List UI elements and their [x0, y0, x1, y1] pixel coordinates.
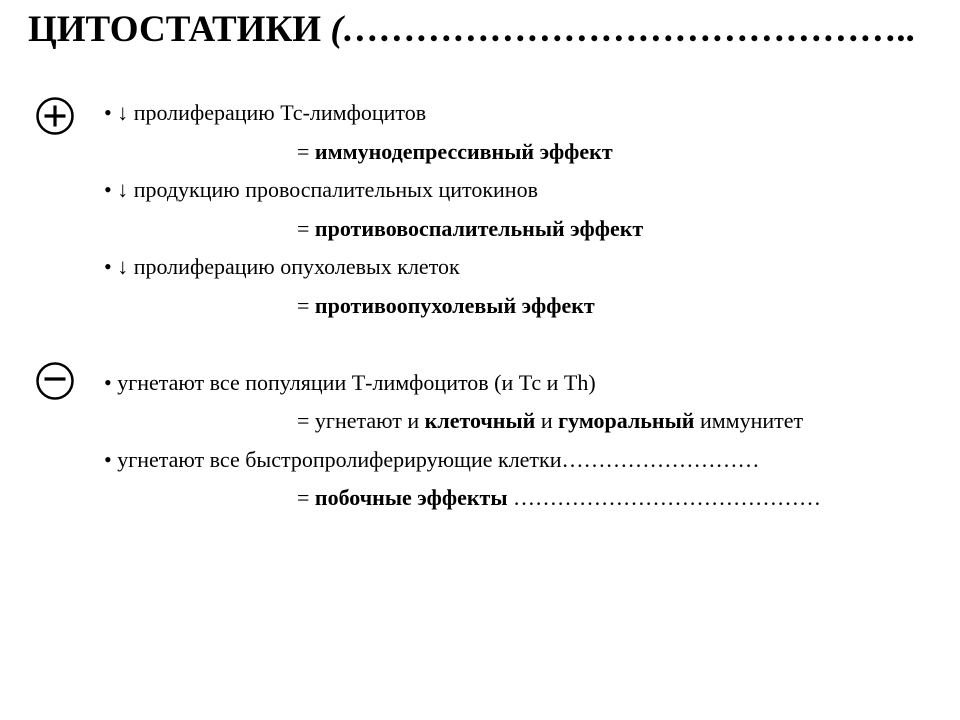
bullet: •: [104, 100, 112, 125]
positive-effect-3: [104, 254, 460, 280]
effect-result: противоопухолевый эффект: [314, 293, 595, 318]
bullet: •: [104, 177, 112, 202]
result-bold: побочные эффекты: [314, 485, 508, 510]
effect-text: пролиферацию опухолевых клеток: [133, 254, 460, 279]
negative-effect-1: [104, 370, 596, 396]
bullet: •: [104, 370, 112, 395]
result-bold: клеточный: [424, 408, 536, 433]
down-arrow-icon: ↓: [117, 254, 129, 279]
positive-effect-1-result: [297, 139, 613, 165]
negative-effect-2: [104, 447, 760, 473]
effect-text: угнетают все популяции Т-лимфоцитов (и Тс и Th): [117, 370, 596, 395]
title-main: ЦИТОСТАТИКИ: [28, 9, 322, 50]
equals-sign: =: [297, 485, 310, 510]
positive-effect-2-result: [297, 216, 643, 242]
positive-effect-3-result: [297, 293, 595, 319]
title-paren: (………………………………………..: [330, 9, 917, 50]
negative-effect-2-result: [297, 485, 821, 511]
positive-effect-1: [104, 100, 426, 126]
down-arrow-icon: ↓: [117, 177, 129, 202]
down-arrow-icon: ↓: [117, 100, 129, 125]
positive-effect-2: [104, 177, 538, 203]
bullet: •: [104, 254, 112, 279]
equals-sign: =: [297, 408, 310, 433]
equals-sign: =: [297, 216, 310, 241]
equals-sign: =: [297, 293, 310, 318]
slide-title: [28, 8, 916, 52]
negative-effect-1-result: [297, 408, 803, 434]
effect-result: иммунодепрессивный эффект: [314, 139, 613, 164]
effect-result: противовоспалительный эффект: [314, 216, 644, 241]
effect-text: угнетают все быстропролиферирующие клетки………………………: [117, 447, 760, 472]
result-bold: гуморальный: [558, 408, 695, 433]
result-part: угнетают и: [314, 408, 420, 433]
result-part: и: [540, 408, 553, 433]
plus-circle-icon: [35, 96, 75, 136]
minus-circle-icon: [35, 361, 75, 401]
effect-text: продукцию провоспалительных цитокинов: [133, 177, 538, 202]
effect-text: пролиферацию Тс-лимфоцитов: [133, 100, 427, 125]
result-part: иммунитет: [699, 408, 804, 433]
result-dots: ……………………………………: [513, 485, 822, 510]
equals-sign: =: [297, 139, 310, 164]
bullet: •: [104, 447, 112, 472]
